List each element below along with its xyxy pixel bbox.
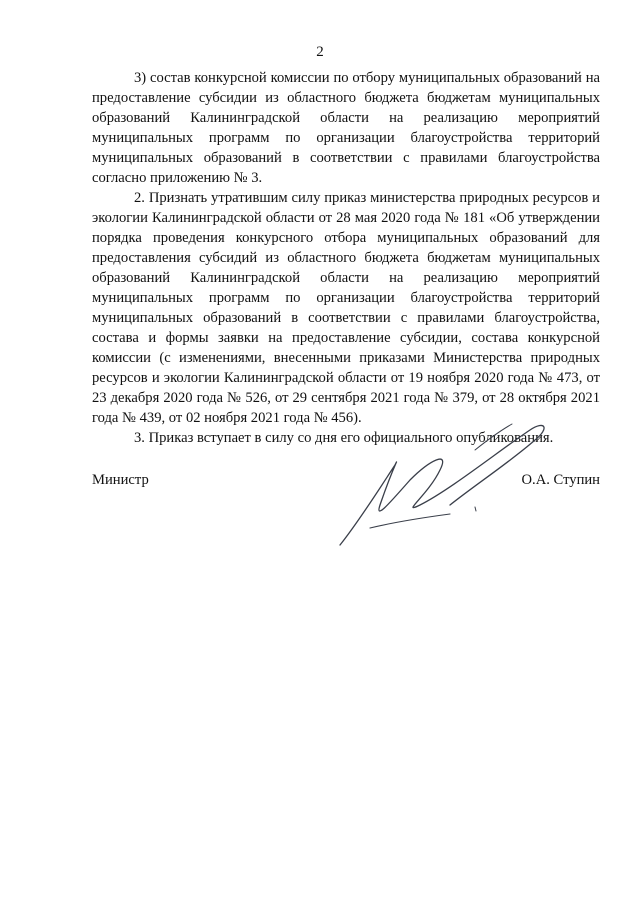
paragraph-repeal-order: 2. Признать утратившим силу приказ министерства природных ресурсов и экологии Калининградской области от 28 мая 2020 года № 181 «Об утверждении порядка проведения конкурсного отбора муниципальных образований для предоставления субсидий из областного бюджета бюджетам муниципальных образований Калининградской области на реализацию мероприятий муниципальных программ по организации благоустройства территорий муниципальных образований в соответствии с правилами благоустройства, состава и формы заявки на предоставление субсидии, состава конкурсной комиссии (с изменениями, внесенными приказами Министерства природных ресурсов и экологии Калининградской области от 19 ноября 2020 года № 473, от 23 декабря 2020 года № 526, от 29 сентября 2021 года № 379, от 28 октября 2021 года № 439, от 02 ноября 2021 года № 456). xyxy=(92,190,600,426)
paragraph-effective-date: 3. Приказ вступает в силу со дня его официального опубликования. xyxy=(134,430,554,446)
paragraph-commission-composition: 3) состав конкурсной комиссии по отбору муниципальных образований на предоставление субсидии из областного бюджета бюджетам муниципальных образований Калининградской области на реализацию мероприятий муниципальных программ по организации благоустройства территорий муниципальных образований в соответствии с правилами благоустройства согласно приложению № 3. xyxy=(92,70,600,186)
signer-name: О.А. Ступин xyxy=(521,472,600,488)
signer-position: Министр xyxy=(92,472,149,488)
document-body xyxy=(92,68,600,448)
page-number: 2 xyxy=(316,44,324,60)
